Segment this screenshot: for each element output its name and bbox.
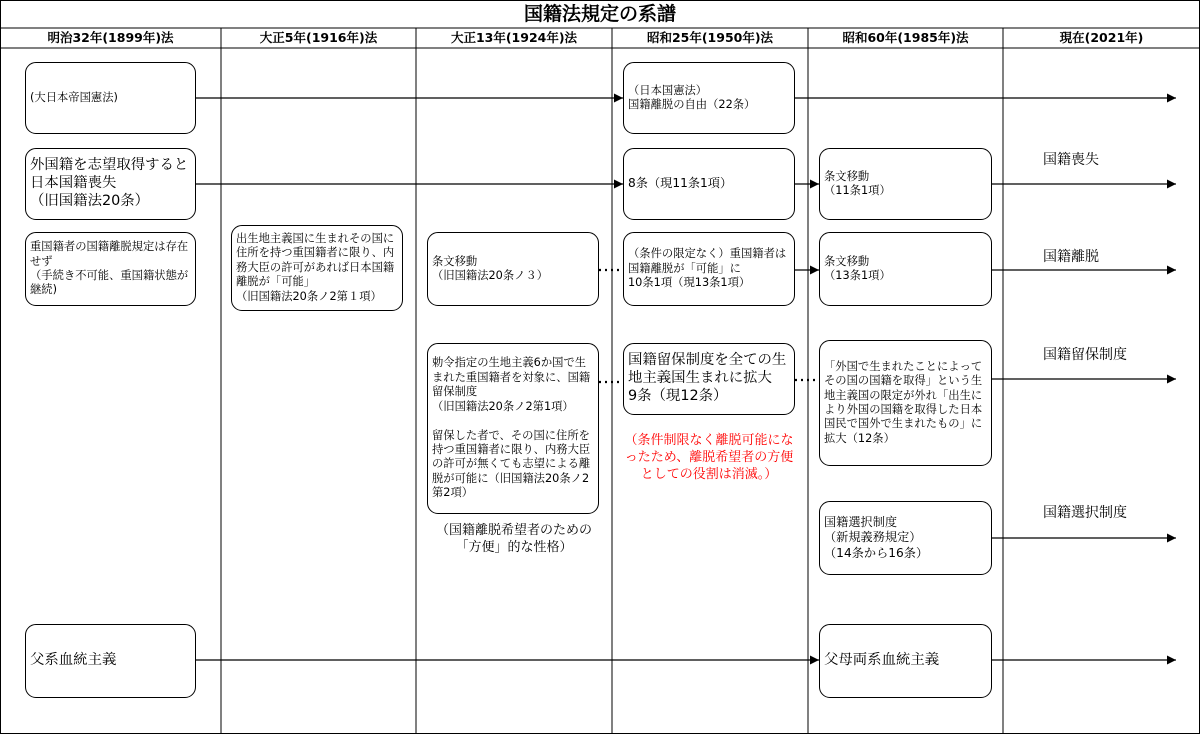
box-text: 条文移動 （11条1項） <box>824 169 891 197</box>
box-taisho5-renounce <box>231 225 403 311</box>
note-abolished: （条件制限なく離脱可能になったため、離脱希望者の方便としての役割は消滅。） <box>624 433 794 482</box>
box-text: 8条（現11条1項） <box>628 176 733 191</box>
box-text: （条件の限定なく）重国籍者は国籍離脱が「可能」に 10条1項（現13条1項） <box>628 247 787 290</box>
box-text: 重国籍者の国籍離脱規定は存在せず （手続き不可能、重国籍状態が継続) <box>30 240 189 297</box>
box-meiji-constitution <box>25 62 196 134</box>
era-header-current: 現在(2021年) <box>1059 30 1144 45</box>
box-showa25-art8 <box>623 148 795 220</box>
box-showa25-retain <box>623 343 795 415</box>
box-text: 条文移動 （13条1項） <box>824 254 891 282</box>
box-meiji-dual-nationality <box>25 232 196 306</box>
diagram-title: 国籍法規定の系譜 <box>523 3 676 25</box>
box-text: 条文移動 （旧国籍法20条ノ３） <box>432 254 549 282</box>
box-text: 国籍選択制度 （新規義務規定） （14条から16条） <box>824 514 929 560</box>
box-text: 父母両系血統主義 <box>824 652 940 669</box>
box-showa60-art13 <box>819 232 992 306</box>
label-current-loss: 国籍喪失 <box>1043 152 1099 168</box>
era-header-meiji32: 明治32年(1899年)法 <box>47 30 174 45</box>
era-header-taisho5: 大正5年(1916年)法 <box>259 30 378 45</box>
box-showa60-art11 <box>819 148 992 220</box>
label-current-renounce: 国籍離脱 <box>1043 249 1099 265</box>
label-current-choice: 国籍選択制度 <box>1043 505 1127 521</box>
era-header-showa25: 昭和25年(1950年)法 <box>646 30 774 45</box>
box-text: 勅令指定の生地主義6か国で生まれた重国籍者を対象に、国籍留保制度 （旧国籍法20条ノ2第1項） 留保した者で、その国に住所を持つ重国籍者に限り、内務大臣の許可が無くても志望による離脱が可能に（旧国籍法20条ノ2第2項） <box>432 356 591 500</box>
box-taisho13-retain <box>427 343 599 514</box>
box-showa25-constitution <box>623 62 795 134</box>
box-showa25-renounce <box>623 232 795 306</box>
box-showa60-retain <box>819 340 992 466</box>
box-meiji-loss <box>25 148 196 220</box>
era-header-taisho13: 大正13年(1924年)法 <box>450 30 578 45</box>
box-text: (大日本帝国憲法) <box>30 90 118 104</box>
box-text: 「外国で生まれたことによってその国の国籍を取得」という生地主義国の限定が外れ「出生により外国の国籍を取得した日本国民で国外で生まれたもの」に拡大（12条） <box>824 359 983 445</box>
label-current-retain: 国籍留保制度 <box>1043 347 1127 363</box>
box-text: 出生地主義国に生まれその国に住所を持つ重国籍者に限り、内務大臣の許可があれば日本国籍離脱が「可能」 （旧国籍法20条ノ2第１項） <box>236 231 395 303</box>
box-text: （日本国憲法） 国籍離脱の自由（22条） <box>628 83 756 111</box>
box-text: 父系血統主義 <box>30 652 117 669</box>
note-convenience: （国籍離脱希望者のための 「方便」的な性格） <box>435 523 592 555</box>
box-text: 外国籍を志望取得すると 日本国籍喪失 （旧国籍法20条） <box>30 157 189 209</box>
box-text: 国籍留保制度を全ての生地主義国生まれに拡大 9条（現12条） <box>628 352 787 404</box>
box-meiji-paternal <box>25 624 196 698</box>
era-header-showa60: 昭和60年(1985年)法 <box>842 30 969 45</box>
box-showa60-choice <box>819 501 992 575</box>
box-taisho13-move <box>427 232 599 306</box>
box-showa60-bilateral <box>819 624 992 698</box>
